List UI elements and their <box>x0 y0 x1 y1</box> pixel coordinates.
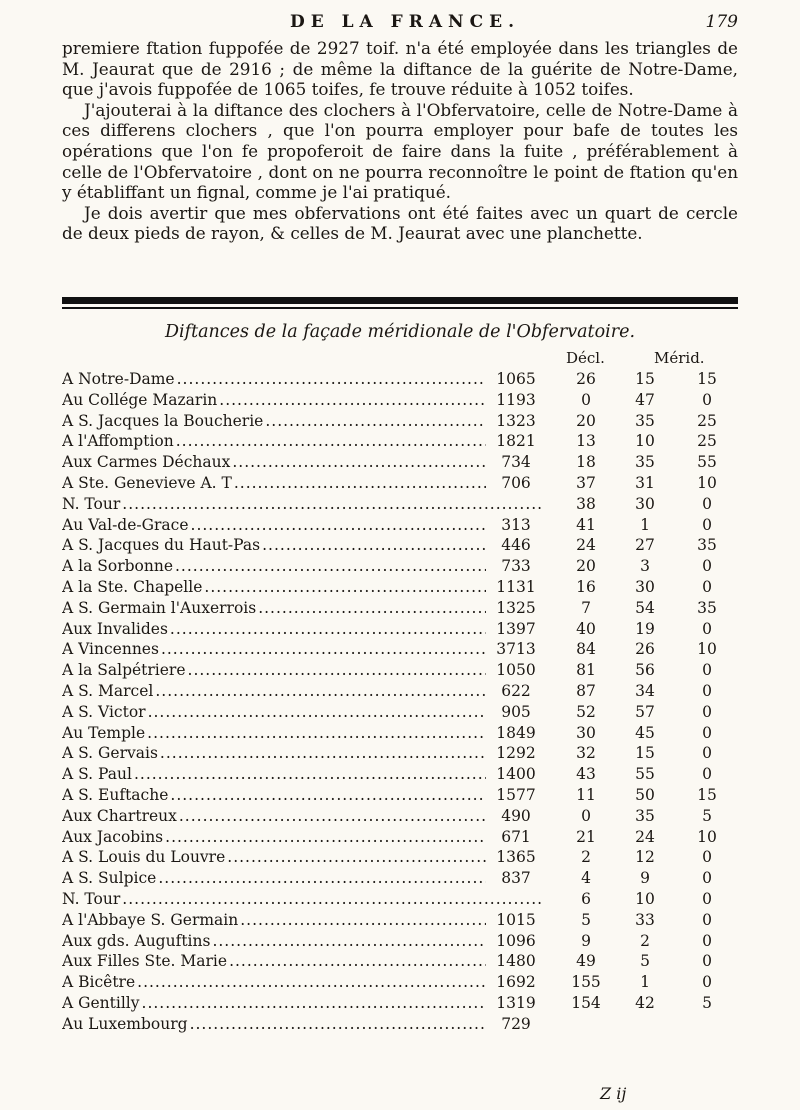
declination-value: 81 <box>576 661 596 680</box>
table-row <box>0 828 800 849</box>
distance-toises: 1292 <box>486 744 546 762</box>
declination-value: 7 <box>581 598 591 617</box>
location-name <box>62 640 542 658</box>
location-label: A S. Gervais <box>62 744 158 763</box>
table-row <box>0 890 800 911</box>
distance-toises: 1400 <box>486 765 546 783</box>
meridian-degrees: 33 <box>635 910 655 929</box>
location-name <box>62 661 542 679</box>
meridian-degrees: 10 <box>635 432 655 451</box>
running-title: DE LA FRANCE. <box>289 12 520 32</box>
location-name <box>62 495 542 513</box>
declination-value: 49 <box>576 952 596 971</box>
location-name <box>62 453 542 471</box>
paragraph-2: J'ajouterai à la diftance des clochers à l'Obfervatoire, celle de Notre-Dame à ces differens clochers , que l'on pourra employer pour bafe de toutes les opérations que l'on fe propoferoit de faire dans la fuite , préférablement à celle de l'Obfervatoire , dont on ne pourra reconnoître le point de ftation qu'en y établiffant un fignal, comme je l'ai pratiqué. <box>62 99 738 203</box>
meridian-degrees: 15 <box>635 370 655 388</box>
location-label: A la Ste. Chapelle <box>62 577 203 596</box>
meridian-degrees: 3 <box>640 557 650 576</box>
declination-value: 0 <box>581 390 591 409</box>
location-name <box>62 952 542 970</box>
distance-toises: 1319 <box>486 994 546 1012</box>
location-name <box>62 1015 542 1033</box>
location-label: Aux Jacobins <box>62 827 164 846</box>
table-row <box>0 620 800 641</box>
table-row <box>0 973 800 994</box>
table-row <box>0 911 800 932</box>
meridian-degrees: 30 <box>635 577 655 596</box>
table-row <box>0 640 800 661</box>
distance-toises: 837 <box>486 869 546 887</box>
distance-toises: 490 <box>486 807 546 825</box>
signature-mark: Z ij <box>600 1084 627 1103</box>
table-row <box>0 869 800 890</box>
distance-toises: 1692 <box>486 973 546 991</box>
location-name <box>62 724 542 742</box>
location-label: N. Tour <box>62 494 121 513</box>
meridian-minutes: 0 <box>702 702 712 721</box>
table-row <box>0 516 800 537</box>
declination-value: 154 <box>571 993 601 1012</box>
location-label: A Notre-Dame <box>62 370 175 388</box>
table-row <box>0 578 800 599</box>
meridian-degrees: 35 <box>635 806 655 825</box>
location-name <box>62 911 542 929</box>
location-name <box>62 391 542 409</box>
meridian-minutes: 0 <box>702 723 712 742</box>
meridian-degrees: 55 <box>635 765 655 784</box>
distance-toises: 1365 <box>486 848 546 866</box>
location-name <box>62 973 542 991</box>
meridian-degrees: 10 <box>635 889 655 908</box>
distance-toises: 1325 <box>486 599 546 617</box>
meridian-degrees: 35 <box>635 453 655 472</box>
declination-value: 9 <box>581 931 591 950</box>
meridian-minutes: 0 <box>702 577 712 596</box>
distance-toises: 1050 <box>486 661 546 679</box>
location-name <box>62 890 542 908</box>
location-label: A S. Sulpice <box>62 869 157 888</box>
distance-toises: 1480 <box>486 952 546 970</box>
declination-value: 2 <box>581 848 591 867</box>
meridian-degrees: 1 <box>640 973 650 992</box>
table-row <box>0 703 800 724</box>
location-label: A S. Paul <box>62 765 132 784</box>
location-label: A la Sorbonne <box>62 557 173 576</box>
location-label: A Vincennes <box>62 640 159 659</box>
meridian-minutes: 0 <box>702 973 712 992</box>
table-row <box>0 412 800 433</box>
location-label: A l'Abbaye S. Germain <box>62 910 239 929</box>
distance-toises: 671 <box>486 828 546 846</box>
declination-value: 155 <box>571 973 601 992</box>
meridian-degrees: 19 <box>635 619 655 638</box>
meridian-minutes: 0 <box>702 910 712 929</box>
meridian-degrees: 2 <box>640 931 650 950</box>
meridian-minutes: 0 <box>702 661 712 680</box>
meridian-minutes: 0 <box>702 744 712 763</box>
location-label: Aux Carmes Déchaux <box>62 453 231 472</box>
meridian-minutes: 0 <box>702 557 712 576</box>
meridian-minutes: 35 <box>697 598 717 617</box>
location-label: Aux gds. Auguftins <box>62 931 211 950</box>
meridian-minutes: 5 <box>702 993 712 1012</box>
distance-toises: 734 <box>486 453 546 471</box>
meridian-minutes: 15 <box>697 785 717 804</box>
meridian-degrees: 57 <box>635 702 655 721</box>
table-row <box>0 557 800 578</box>
table-row <box>0 432 800 453</box>
distance-toises: 733 <box>486 557 546 575</box>
location-name <box>62 370 542 388</box>
meridian-degrees: 24 <box>635 827 655 846</box>
meridian-degrees: 1 <box>640 515 650 534</box>
declination-value: 24 <box>576 536 596 555</box>
location-name <box>62 432 542 450</box>
distance-toises: 729 <box>486 1015 546 1033</box>
table-row <box>0 952 800 973</box>
meridian-degrees: 30 <box>635 494 655 513</box>
column-header-meridian: Mérid. <box>654 349 705 367</box>
declination-value: 26 <box>576 370 596 388</box>
declination-value: 16 <box>576 577 596 596</box>
meridian-minutes: 0 <box>702 931 712 950</box>
location-name <box>62 828 542 846</box>
location-label: Au Temple <box>62 723 146 742</box>
meridian-minutes: 10 <box>697 640 717 659</box>
declination-value: 30 <box>576 723 596 742</box>
meridian-degrees: 27 <box>635 536 655 555</box>
meridian-degrees: 54 <box>635 598 655 617</box>
meridian-degrees: 26 <box>635 640 655 659</box>
declination-value: 32 <box>576 744 596 763</box>
declination-value: 43 <box>576 765 596 784</box>
location-name <box>62 744 542 762</box>
location-name <box>62 682 542 700</box>
paragraph-1: premiere ftation fuppofée de 2927 toif. n'a été employée dans les triangles de M. Jeaurat que de 2916 ; de même la diftance de la guérite de Notre-Dame, que j'avois fuppofée de 1065 toifes, fe trouve réduite à 1052 toifes. <box>62 38 738 100</box>
meridian-degrees: 42 <box>635 993 655 1012</box>
distance-toises: 3713 <box>486 640 546 658</box>
location-name <box>62 599 542 617</box>
declination-value: 11 <box>576 785 596 804</box>
location-label: Au Luxembourg <box>62 1014 188 1033</box>
declination-value: 20 <box>576 411 596 430</box>
meridian-degrees: 31 <box>635 473 655 492</box>
table-row <box>0 724 800 745</box>
declination-value: 84 <box>576 640 596 659</box>
table-row <box>0 744 800 765</box>
location-name <box>62 994 542 1012</box>
location-name <box>62 557 542 575</box>
meridian-minutes: 0 <box>702 952 712 971</box>
table-row <box>0 994 800 1015</box>
meridian-degrees: 34 <box>635 681 655 700</box>
table-row <box>0 848 800 869</box>
location-name <box>62 786 542 804</box>
location-label: A l'Affomption <box>62 432 174 451</box>
distance-toises: 1065 <box>486 370 546 388</box>
location-label: A S. Victor <box>62 702 146 721</box>
distance-toises: 622 <box>486 682 546 700</box>
distance-toises: 1323 <box>486 412 546 430</box>
rule-thin <box>62 307 738 309</box>
meridian-degrees: 5 <box>640 952 650 971</box>
table-row <box>0 474 800 495</box>
location-label: Au Val-de-Grace <box>62 515 189 534</box>
declination-value: 18 <box>576 453 596 472</box>
distance-toises: 313 <box>486 516 546 534</box>
distance-toises: 905 <box>486 703 546 721</box>
meridian-minutes: 0 <box>702 390 712 409</box>
location-label: A Gentilly <box>62 993 140 1012</box>
location-label: Aux Chartreux <box>62 806 177 825</box>
meridian-minutes: 55 <box>697 453 717 472</box>
location-label: N. Tour <box>62 889 121 908</box>
distance-table <box>0 370 800 1036</box>
distance-toises: 446 <box>486 536 546 554</box>
declination-value: 52 <box>576 702 596 721</box>
location-name <box>62 474 542 492</box>
table-row <box>0 453 800 474</box>
distance-toises: 1015 <box>486 911 546 929</box>
location-name <box>62 765 542 783</box>
location-label: Aux Filles Ste. Marie <box>62 952 228 971</box>
declination-value: 6 <box>581 889 591 908</box>
table-row <box>0 599 800 620</box>
location-label: A S. Germain l'Auxerrois <box>62 598 257 617</box>
location-name <box>62 578 542 596</box>
declination-value: 37 <box>576 473 596 492</box>
distance-toises: 1849 <box>486 724 546 742</box>
location-name <box>62 516 542 534</box>
meridian-minutes: 5 <box>702 806 712 825</box>
location-name <box>62 869 542 887</box>
declination-value: 40 <box>576 619 596 638</box>
table-row <box>0 391 800 412</box>
meridian-minutes: 25 <box>697 411 717 430</box>
meridian-minutes: 0 <box>702 619 712 638</box>
table-row <box>0 682 800 703</box>
location-label: A S. Jacques du Haut-Pas <box>62 536 261 555</box>
table-row <box>0 370 800 391</box>
paragraph-3: Je dois avertir que mes obfervations ont été faites avec un quart de cercle de deux pieds de rayon, & celles de M. Jeaurat avec une planchette. <box>62 202 738 244</box>
meridian-minutes: 25 <box>697 432 717 451</box>
double-rule-divider <box>62 297 738 310</box>
meridian-minutes: 10 <box>697 827 717 846</box>
location-label: A S. Louis du Louvre <box>62 848 226 867</box>
meridian-minutes: 0 <box>702 681 712 700</box>
distance-toises: 1131 <box>486 578 546 596</box>
declination-value: 38 <box>576 494 596 513</box>
table-row <box>0 495 800 516</box>
declination-value: 20 <box>576 557 596 576</box>
location-name <box>62 807 542 825</box>
location-name <box>62 848 542 866</box>
body-text <box>62 38 738 244</box>
location-label: A S. Marcel <box>62 681 154 700</box>
location-label: A la Salpétriere <box>62 661 186 680</box>
page-number: 179 <box>705 12 738 32</box>
meridian-minutes: 10 <box>697 473 717 492</box>
meridian-degrees: 56 <box>635 661 655 680</box>
declination-value: 13 <box>576 432 596 451</box>
distance-toises: 1577 <box>486 786 546 804</box>
location-label: Aux Invalides <box>62 619 168 638</box>
distance-toises: 1193 <box>486 391 546 409</box>
meridian-degrees: 47 <box>635 390 655 409</box>
table-title: Diftances de la façade méridionale de l'Obfervatoire. <box>164 322 636 342</box>
distance-toises: 1821 <box>486 432 546 450</box>
location-name <box>62 536 542 554</box>
meridian-degrees: 50 <box>635 785 655 804</box>
declination-value: 21 <box>576 827 596 846</box>
meridian-degrees: 35 <box>635 411 655 430</box>
meridian-minutes: 0 <box>702 889 712 908</box>
location-label: A Bicêtre <box>62 973 136 992</box>
distance-toises: 1096 <box>486 932 546 950</box>
meridian-degrees: 12 <box>635 848 655 867</box>
meridian-degrees: 45 <box>635 723 655 742</box>
location-label: A S. Euftache <box>62 785 169 804</box>
meridian-minutes: 35 <box>697 536 717 555</box>
location-name <box>62 932 542 950</box>
location-name <box>62 703 542 721</box>
table-row <box>0 536 800 557</box>
location-label: A S. Jacques la Boucherie <box>62 411 264 430</box>
declination-value: 0 <box>581 806 591 825</box>
rule-thick <box>62 297 738 304</box>
declination-value: 41 <box>576 515 596 534</box>
table-row <box>0 932 800 953</box>
meridian-minutes: 0 <box>702 869 712 888</box>
table-row <box>0 1015 800 1036</box>
declination-value: 87 <box>576 681 596 700</box>
table-row <box>0 661 800 682</box>
meridian-minutes: 0 <box>702 765 712 784</box>
running-head <box>72 12 738 36</box>
meridian-degrees: 15 <box>635 744 655 763</box>
meridian-degrees: 9 <box>640 869 650 888</box>
meridian-minutes: 0 <box>702 848 712 867</box>
meridian-minutes: 15 <box>697 370 717 388</box>
table-row <box>0 786 800 807</box>
table-row <box>0 765 800 786</box>
declination-value: 5 <box>581 910 591 929</box>
distance-toises: 706 <box>486 474 546 492</box>
table-row <box>0 807 800 828</box>
location-label: Au Collége Mazarin <box>62 390 218 409</box>
location-name <box>62 412 542 430</box>
location-label: A Ste. Genevieve A. T <box>62 473 232 492</box>
meridian-minutes: 0 <box>702 515 712 534</box>
column-header-declination: Décl. <box>566 349 605 367</box>
declination-value: 4 <box>581 869 591 888</box>
meridian-minutes: 0 <box>702 494 712 513</box>
distance-toises: 1397 <box>486 620 546 638</box>
location-name <box>62 620 542 638</box>
